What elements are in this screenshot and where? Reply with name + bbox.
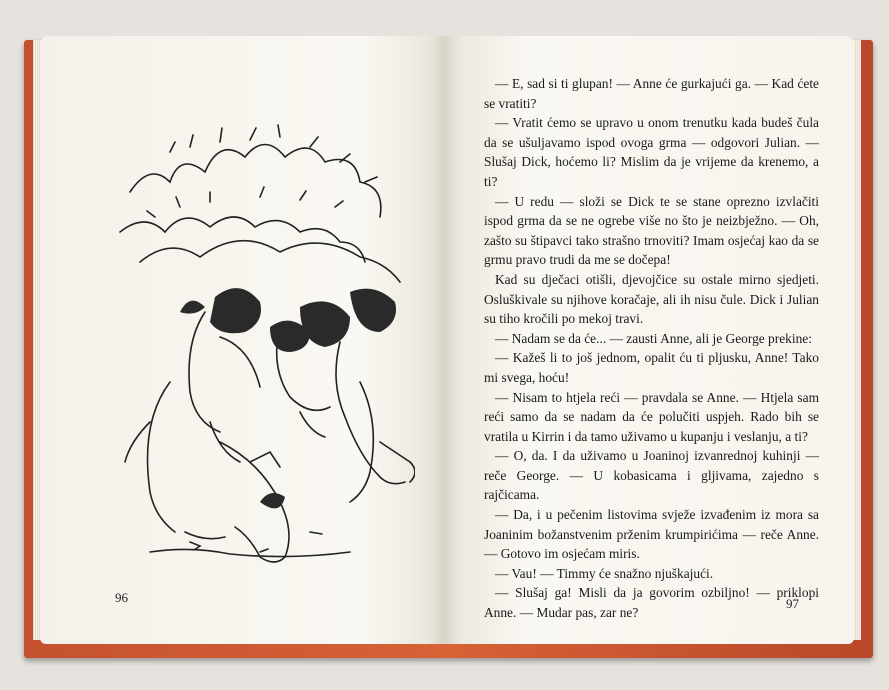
paragraph: — Vratit ćemo se upravo u onom trenutku kada budeš čula da se ušuljavamo ispod ovoga grma — odgovori Julian. — Slušaj Dick, hoćemo li? Mislim da je vrijeme da krenemo, a ti?	[484, 115, 819, 189]
paragraph: — O, da. I da uživamo u Joaninoj izvanrednoj kuhinji — reče George. — U kobasicama i gljivama, zajedno s rajčicama.	[484, 448, 819, 503]
right-page	[444, 36, 854, 644]
page-number-right: 97	[786, 596, 799, 611]
page-edges-right	[853, 40, 861, 640]
paragraph: — E, sad si ti glupan! — Anne će gurkajući ga. — Kad ćete se vratiti?	[484, 76, 819, 111]
paragraph: Kad su dječaci otišli, djevojčice su ostale mirno sjedjeti. Osluškivale su njihove koračaje, ali ih nisu čule. Dick i Julian su tiho kročili po mekoj travi.	[484, 271, 819, 327]
book-illustration-icon	[110, 122, 415, 597]
paragraph: — U redu — složi se Dick te se stane oprezno izvlačiti ispod grma da se ne ogrebe više no što je neizbježno. — Oh, zašto su štipavci tako strašno trnoviti? Imam osjećaj kao da se grmu pravo trudi da me se dočepa!	[484, 193, 819, 268]
paragraph: — Da, i u pečenim listovima svježe izvađenim iz mora sa Joaninim božanstvenim prženim krumpirićima — reče Anne. — Gotovo im osjećam miris.	[484, 507, 819, 562]
paragraph: — Nadam se da će... — zausti Anne, ali je George prekine:	[495, 330, 812, 346]
body-text	[484, 74, 819, 623]
left-page	[40, 36, 444, 644]
paragraph: — Kažeš li to još jednom, opalit ću ti pljusku, Anne! Tako mi svega, hoću!	[484, 350, 819, 385]
paragraph: — Nisam to htjela reći — pravdala se Anne. — Htjela sam reći samo da se nadam da će polučiti uspjeh. Rado bih se vratila u Kirrin i da tamo uživamo u kupanju i veslanju, a ti?	[484, 389, 819, 444]
page-number-left: 96	[115, 590, 128, 605]
paragraph: — Vau! — Timmy će snažno njuškajući.	[495, 565, 714, 581]
paragraph: — Slušaj ga! Misli da ja govorim ozbiljno! — priklopi Anne. — Mudar pas, zar ne?	[484, 585, 819, 621]
